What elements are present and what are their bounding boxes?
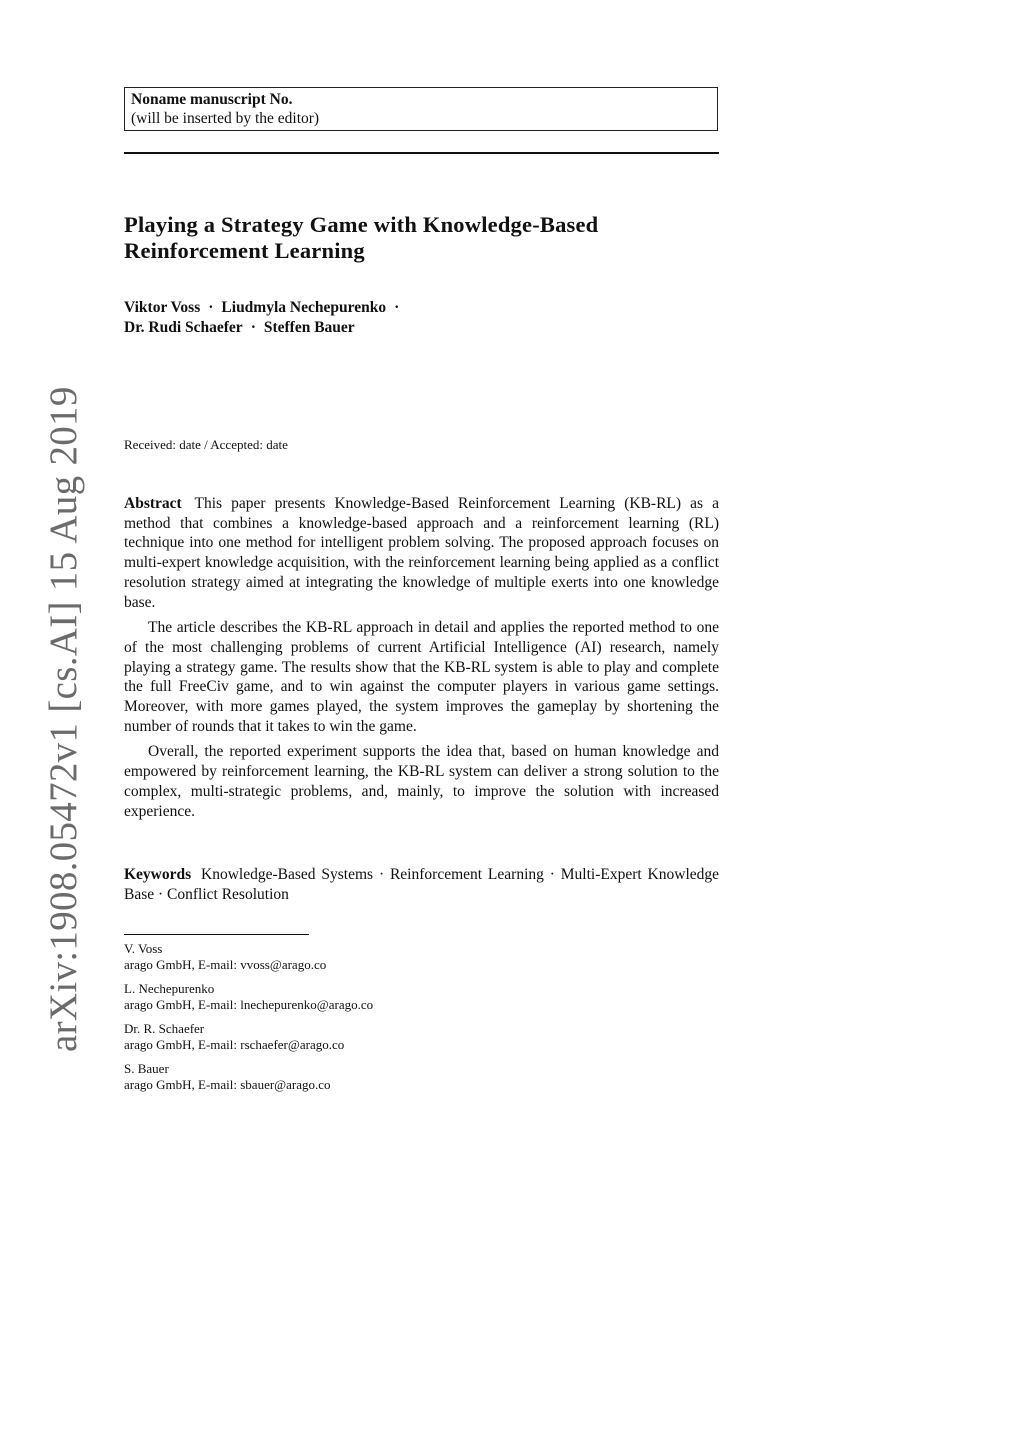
author-separator: · <box>208 299 214 316</box>
affiliation-name: S. Bauer <box>124 1061 169 1076</box>
arxiv-identifier-stamp: arXiv:1908.05472v1 [cs.AI] 15 Aug 2019 <box>42 386 85 1052</box>
author-name: Steffen Bauer <box>263 319 355 336</box>
affiliation-item <box>124 1061 624 1093</box>
author-name: Viktor Voss <box>124 299 201 316</box>
abstract-section <box>124 494 719 827</box>
abstract-paragraph-1 <box>124 494 719 612</box>
affiliation-name: Dr. R. Schaefer <box>124 1021 205 1036</box>
author-name: Liudmyla Nechepurenko <box>221 299 387 316</box>
author-name: Dr. Rudi Schaefer <box>124 319 243 336</box>
title-line-2: Reinforcement Learning <box>124 238 365 263</box>
title-rule <box>124 152 719 154</box>
abstract-text: This paper presents Knowledge-Based Reinforcement Learning (KB-RL) as a method that combines a knowledge-based approach and a reinforcement learning (RL) technique into one method for intelligent problem solving. The proposed approach focuses on multi-expert knowledge acquisition, with the reinforcement learning being applied as a conflict resolution strategy aimed at integrating the knowledge of multiple exerts into one knowledge base. <box>124 495 719 611</box>
author-list <box>124 298 724 338</box>
author-separator: · <box>394 299 400 316</box>
keywords-section <box>124 865 719 904</box>
affiliation-info: arago GmbH, E-mail: vvoss@arago.co <box>124 957 327 972</box>
manuscript-header-box <box>124 87 718 131</box>
keywords-label: Keywords <box>124 866 192 883</box>
affiliation-item <box>124 981 624 1013</box>
author-separator: · <box>250 319 256 336</box>
affiliation-info: arago GmbH, E-mail: rschaefer@arago.co <box>124 1037 345 1052</box>
abstract-label: Abstract <box>124 495 182 512</box>
abstract-paragraph-2: The article describes the KB-RL approach in detail and applies the reported method to one of the most challenging problems of current Artificial Intelligence (AI) research, namely playing a strategy game. The results show that the KB-RL system is able to play and complete the full FreeCiv game, and to win against the computer players in various game settings. Moreover, with more games played, the system improves the gameplay by shortening the number of rounds that it takes to win the game. <box>124 619 719 735</box>
paper-title <box>124 212 724 264</box>
affiliation-name: V. Voss <box>124 941 163 956</box>
editor-note: (will be inserted by the editor) <box>131 110 320 127</box>
affiliation-item <box>124 941 624 973</box>
abstract-paragraph-3: Overall, the reported experiment supports the idea that, based on human knowledge and empowered by reinforcement learning, the KB-RL system can deliver a strong solution to the complex, multi-strategic problems, and, mainly, to improve the solution with increased experience. <box>124 743 719 820</box>
keywords-text: Knowledge-Based Systems · Reinforcement Learning · Multi-Expert Knowledge Base · Conflict Resolution <box>124 866 720 903</box>
affiliation-info: arago GmbH, E-mail: lnechepurenko@arago.co <box>124 997 374 1012</box>
affiliation-info: arago GmbH, E-mail: sbauer@arago.co <box>124 1077 331 1092</box>
affiliation-item <box>124 1021 624 1053</box>
footnote-rule <box>124 934 309 935</box>
manuscript-number: Noname manuscript No. <box>131 91 293 108</box>
affiliation-name: L. Nechepurenko <box>124 981 215 996</box>
received-accepted-date: Received: date / Accepted: date <box>124 437 288 452</box>
affiliations-list <box>124 941 624 1101</box>
title-line-1: Playing a Strategy Game with Knowledge-Based <box>124 212 599 237</box>
